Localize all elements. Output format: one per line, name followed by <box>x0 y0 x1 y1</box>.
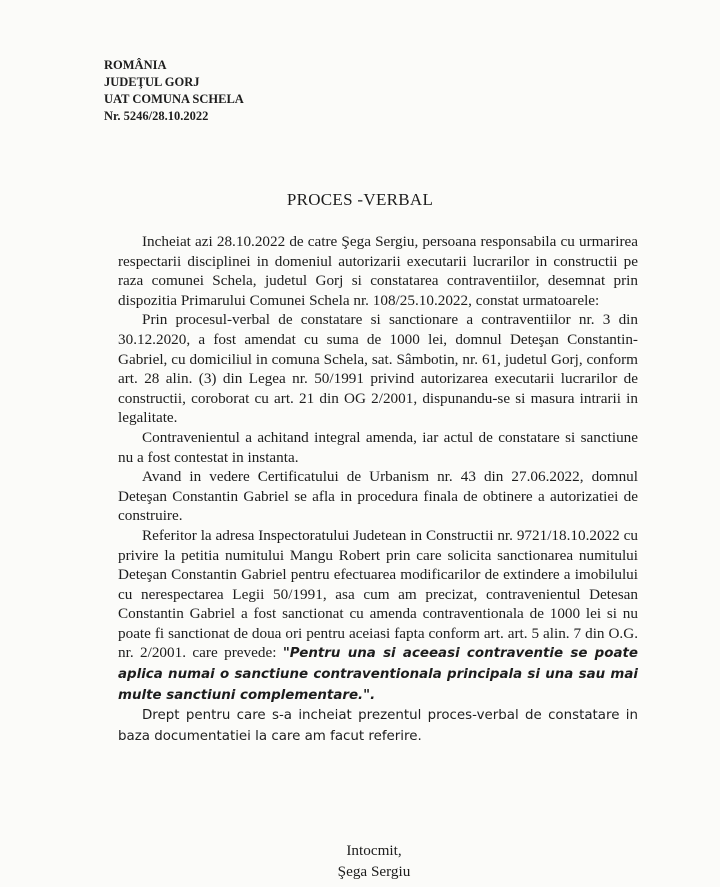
header-registration-number: Nr. 5246/28.10.2022 <box>104 109 209 123</box>
header-commune: UAT COMUNA SCHELA <box>104 92 244 106</box>
conclusion-text: Drept pentru care s-a incheiat prezentul proces-verbal de constatare in baza documentatiei la care am facut referire. <box>118 708 638 744</box>
legal-quote: "Pentru una si aceeasi contraventie se poate aplica numai o sanctiune contraventionala principala si una sau mai multe sanctiuni complementare.". <box>118 646 638 703</box>
paragraph-intro: Incheiat azi 28.10.2022 de catre Şega Sergiu, persoana responsabila cu urmarirea respectarii disciplinei in domeniul autorizarii executarii lucrarilor in constructii pe raza comunei Schela, judetul Gorj si constatarea contraventiilor, desemnat prin dispozitia Primarului Comunei Schela nr. 108/25.10.2022, constat urmatoarele: <box>118 233 638 309</box>
document-title: PROCES -VERBAL <box>286 190 434 209</box>
signature-block <box>0 840 720 882</box>
paragraph-fine-paid: Contravenientul a achitand integral amenda, iar actul de constatare si sanctiune nu a fost contestat in instanta. <box>118 428 638 466</box>
paragraph-petition <box>118 526 638 705</box>
header-country: ROMÂNIA <box>104 58 167 72</box>
signature-name: Şega Sergiu <box>337 863 411 880</box>
paragraph-conclusion <box>118 705 638 746</box>
paragraph-previous-fine: Prin procesul-verbal de constatare si sanctionare a contraventiilor nr. 3 din 30.12.2020, a fost amendat cu suma de 1000 lei, domnul Deteşan Constantin-Gabriel, cu domiciliul in comuna Schela, sat. Sâmbotin, nr. 61, judetul Gorj, conform art. 28 alin. (3) din Legea nr. 50/1991 privind autorizarea executarii lucrarilor de constructii, coroborat cu art. 21 din OG 2/2001, dispunandu-se si masura intrarii in legalitate. <box>118 311 638 427</box>
document-header <box>104 57 244 125</box>
petition-text: Referitor la adresa Inspectoratului Judetean in Constructii nr. 9721/18.10.2022 cu privire la petitia numitului Mangu Robert prin care solicita sanctionarea numitului Deteşan Constantin Gabriel pentru efectuarea modificarilor de extindere a imobilului cu nerespectarea Legii 50/1991, asa cum am precizat, contravenientul Detesan Constantin Gabriel a fost sanctionat cu amenda contraventionala de 1000 lei si nu poate fi sanctionat de doua ori pentru aceiasi fapta conform art. art. 5 alin. 7 din O.G. nr. 2/2001. care prevede: <box>118 526 638 662</box>
paragraph-urbanism-certificate: Avand in vedere Certificatului de Urbanism nr. 43 din 27.06.2022, domnul Deteşan Constantin Gabriel se afla in procedura finala de obtinere a autorizatiei de construire. <box>118 468 638 525</box>
header-county: JUDEŢUL GORJ <box>104 75 200 89</box>
document-body <box>118 232 638 746</box>
signature-label: Intocmit, <box>346 842 402 859</box>
